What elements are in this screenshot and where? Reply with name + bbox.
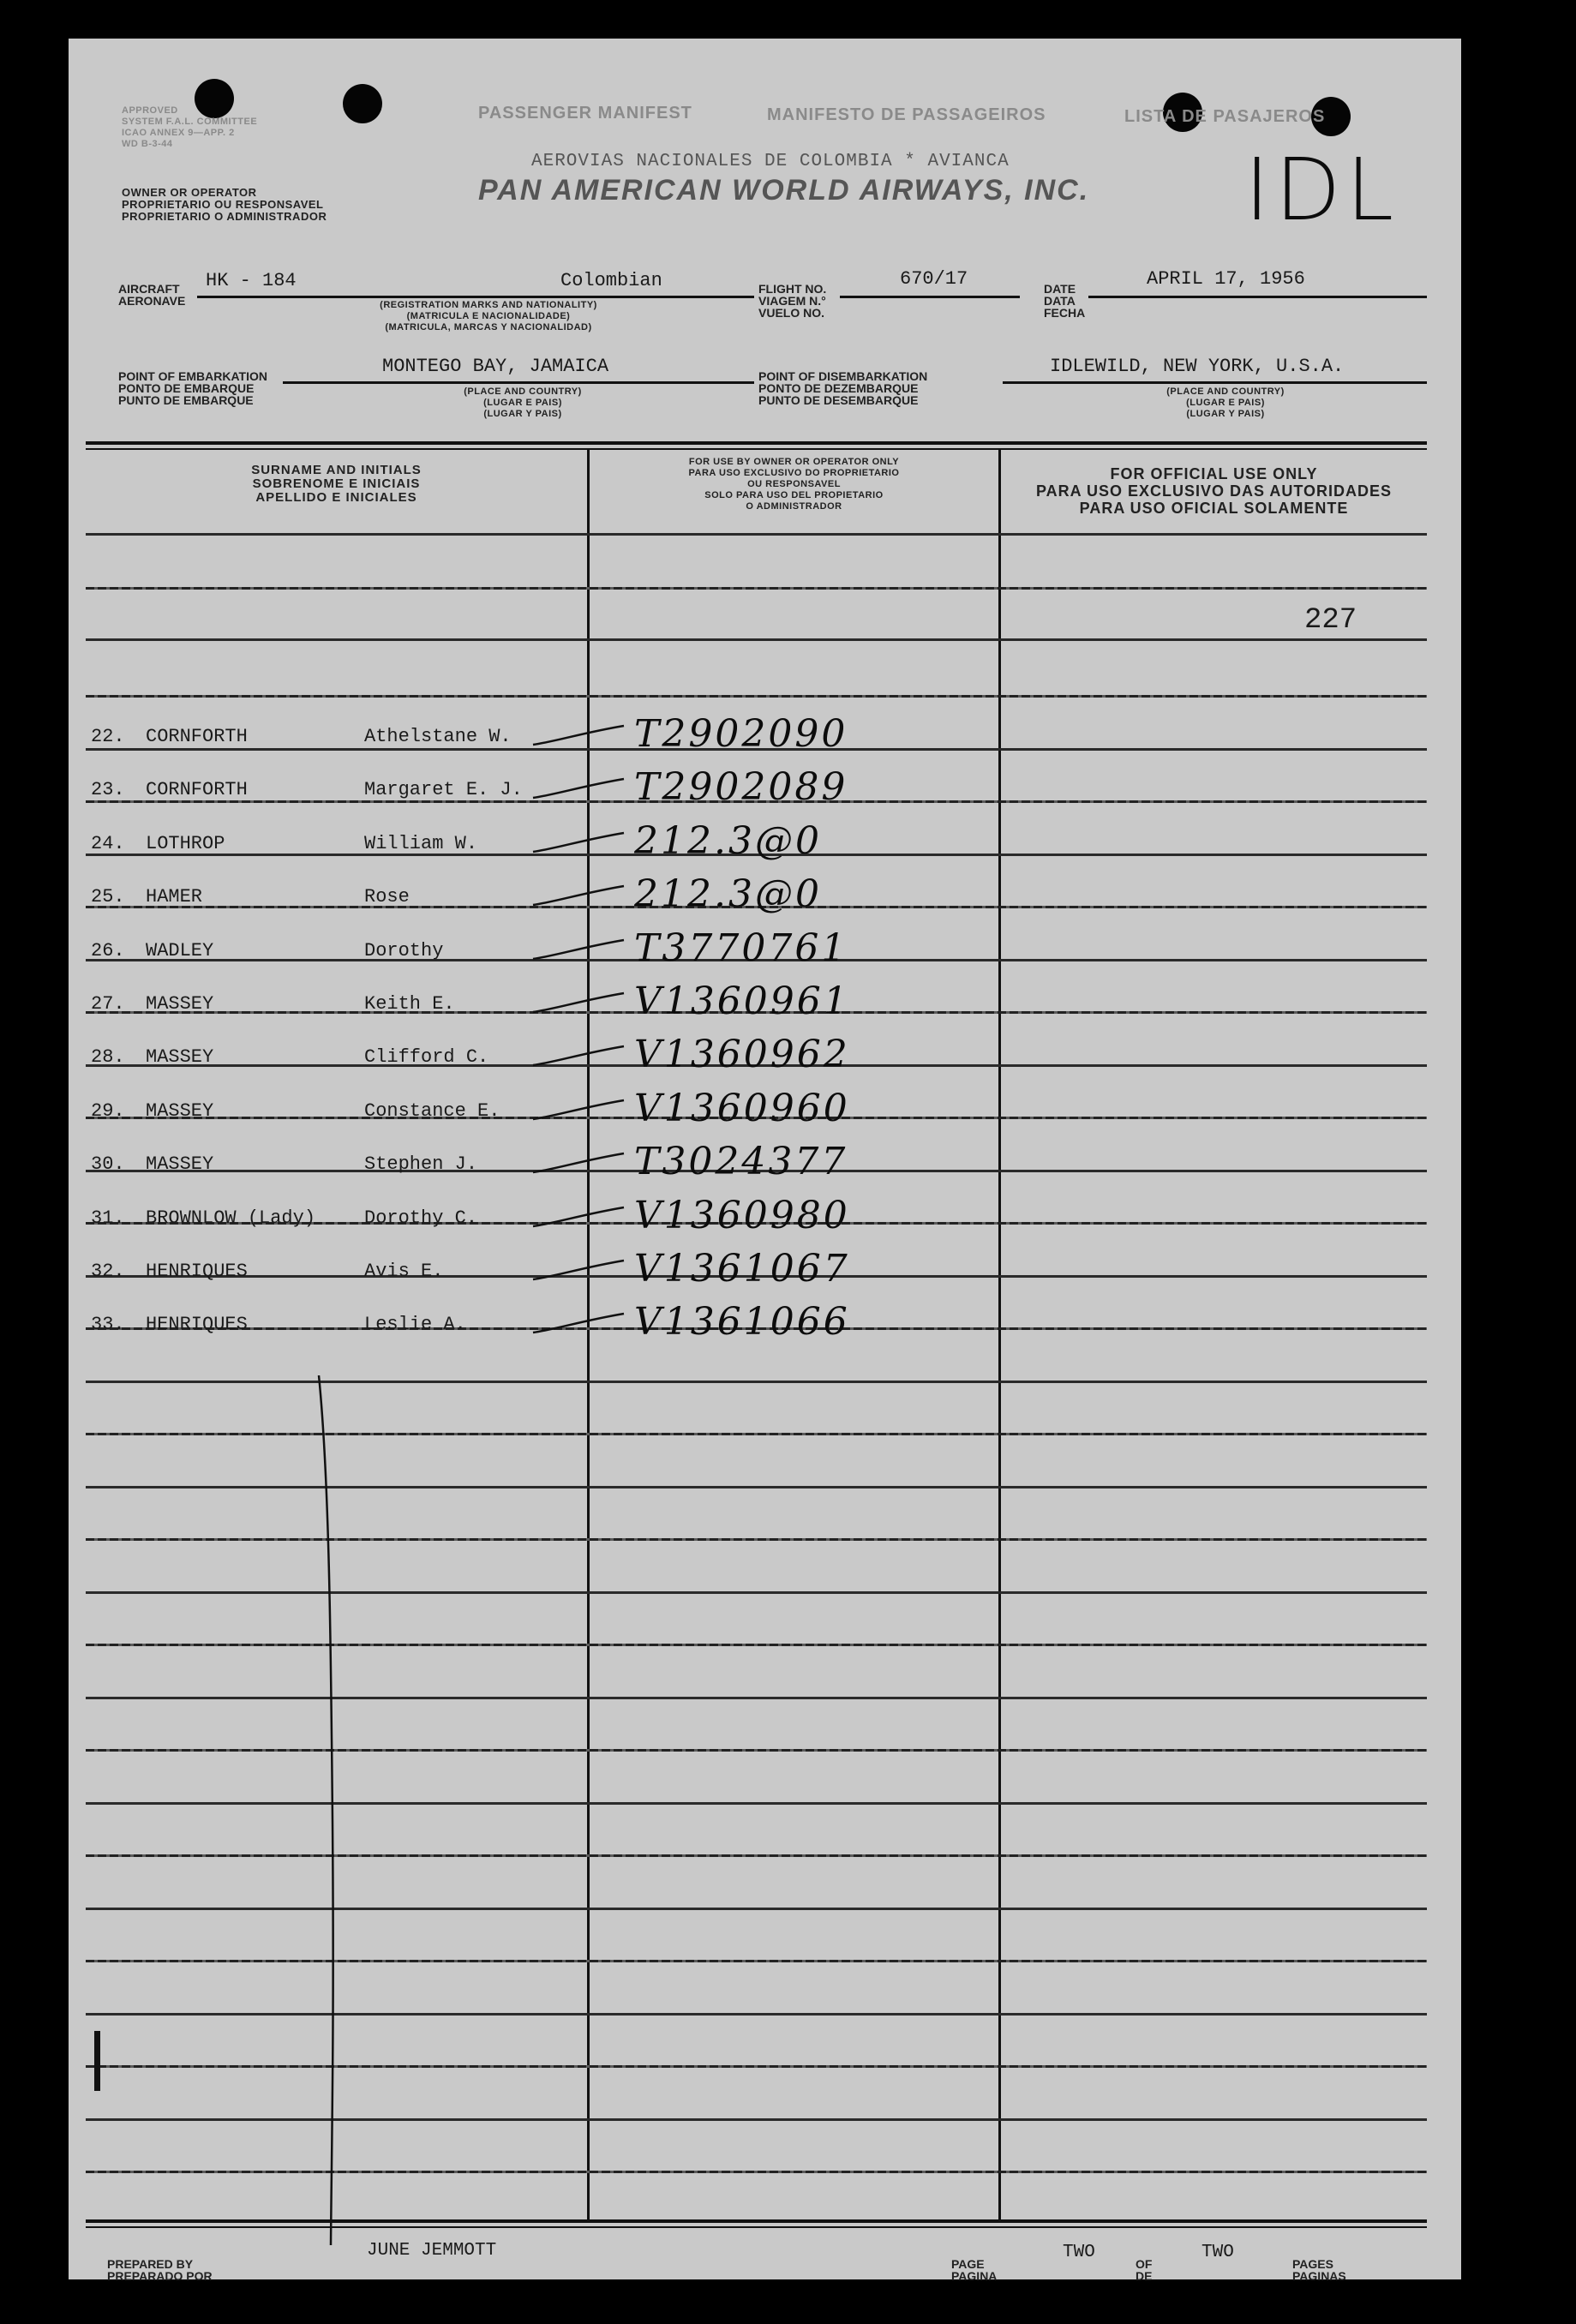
passenger-given-names: Keith E. xyxy=(364,993,455,1015)
margin-mark xyxy=(94,2031,100,2091)
row-rule xyxy=(86,1381,1427,1383)
approval-line: SYSTEM F.A.L. COMMITTEE xyxy=(122,117,258,127)
passenger-code: T2902089 xyxy=(634,765,848,809)
row-rule xyxy=(86,2013,1427,2016)
of-label-line: DE xyxy=(1136,2269,1153,2283)
date-label-line: DATA xyxy=(1044,294,1076,308)
disembarkation-sublabel-line: (PLACE AND COUNTRY) xyxy=(1166,386,1285,397)
passenger-surname: WADLEY xyxy=(146,940,214,961)
passenger-number: 32. xyxy=(91,1261,125,1282)
passenger-surname: MASSEY xyxy=(146,993,214,1015)
approval-line: APPROVED xyxy=(122,105,178,116)
prepared-label-line: PREPARED BY xyxy=(107,2257,194,2271)
passenger-given-names: Margaret E. J. xyxy=(364,779,523,800)
embarkation-sublabel xyxy=(446,386,600,420)
disembarkation-label-line: PUNTO DE DESEMBARQUE xyxy=(758,393,919,407)
disembarkation-sublabel-line: (LUGAR E PAIS) xyxy=(1186,398,1265,408)
passenger-surname: MASSEY xyxy=(146,1100,214,1122)
passenger-number: 33. xyxy=(91,1314,125,1335)
aircraft-label-line: AERONAVE xyxy=(118,294,186,308)
passenger-given-names: Rose xyxy=(364,886,410,907)
col-header-line: FOR OFFICIAL USE ONLY xyxy=(1110,465,1318,482)
page-label-line: PAGINA xyxy=(951,2269,998,2283)
pen-check-stroke xyxy=(531,881,626,915)
date-label-line: FECHA xyxy=(1044,306,1086,320)
embarkation-label-line: POINT OF EMBARKATION xyxy=(118,369,267,383)
passenger-code: V1360962 xyxy=(634,1033,850,1076)
approval-block xyxy=(122,105,345,150)
flight-label-line: VUELO NO. xyxy=(758,306,825,320)
passenger-given-names: Stephen J. xyxy=(364,1153,478,1175)
owner-label xyxy=(122,187,362,223)
of-label xyxy=(1136,2258,1152,2282)
flight-label-line: FLIGHT NO. xyxy=(758,282,827,296)
flight-label xyxy=(758,283,826,319)
embarkation-label xyxy=(118,370,267,406)
title-es: LISTA DE PASAJEROS xyxy=(1124,107,1326,126)
pen-check-stroke xyxy=(531,1148,626,1183)
aircraft-sublabel-line: (MATRICULA E NACIONALIDADE) xyxy=(406,311,571,321)
handwritten-code: IDL xyxy=(1244,140,1399,240)
passenger-number: 30. xyxy=(91,1153,125,1175)
row-rule xyxy=(86,1749,1427,1752)
pages-label xyxy=(1292,2258,1346,2282)
passenger-number: 25. xyxy=(91,886,125,907)
pen-check-stroke xyxy=(531,721,626,755)
passenger-code: 212.3@0 xyxy=(634,872,822,916)
col-header-line: SURNAME AND INITIALS xyxy=(251,463,422,477)
disembarkation-sublabel-line: (LUGAR Y PAIS) xyxy=(1186,409,1265,419)
passenger-number: 28. xyxy=(91,1046,125,1068)
aircraft-label-line: AIRCRAFT xyxy=(118,282,180,296)
pages-label-line: PAGINAS xyxy=(1292,2269,1346,2283)
passenger-given-names: Dorothy xyxy=(364,940,444,961)
passenger-surname: MASSEY xyxy=(146,1046,214,1068)
passenger-number: 27. xyxy=(91,993,125,1015)
row-rule xyxy=(86,2171,1427,2173)
embarkation-sublabel-line: (LUGAR E PAIS) xyxy=(483,398,562,408)
passenger-surname: HENRIQUES xyxy=(146,1314,248,1335)
aircraft-nationality: Colombian xyxy=(560,270,662,291)
row-rule xyxy=(86,2118,1427,2121)
table-row xyxy=(69,1141,1427,1184)
passenger-surname: MASSEY xyxy=(146,1153,214,1175)
approval-line: ICAO ANNEX 9—APP. 2 xyxy=(122,128,235,138)
disembarkation-sublabel xyxy=(1140,386,1311,420)
row-rule xyxy=(86,533,1427,536)
table-row xyxy=(69,874,1427,917)
passenger-surname: CORNFORTH xyxy=(146,726,248,747)
manifest-page xyxy=(69,39,1461,2283)
flight-number: 670/17 xyxy=(900,268,968,290)
col-header-line: SOLO PARA USO DEL PROPIETARIO xyxy=(704,490,884,500)
owner-label-line: OWNER OR OPERATOR xyxy=(122,186,257,199)
embarkation-sublabel-line: (LUGAR Y PAIS) xyxy=(483,409,562,419)
page-label-line: PAGE xyxy=(951,2257,985,2271)
prepared-label-line: PREPARADO POR xyxy=(107,2269,213,2283)
row-rule xyxy=(86,1908,1427,1910)
disembarkation-value: IDLEWILD, NEW YORK, U.S.A. xyxy=(1050,356,1345,377)
col-header-line: SOBRENOME E INICIAIS xyxy=(252,476,421,491)
row-rule xyxy=(86,638,1427,641)
table-row xyxy=(69,1249,1427,1291)
embarkation-value: MONTEGO BAY, JAMAICA xyxy=(382,356,609,377)
passenger-number: 23. xyxy=(91,779,125,800)
passenger-surname: BROWNLOW (Lady) xyxy=(146,1207,316,1229)
pen-check-stroke xyxy=(531,1041,626,1075)
passenger-surname: LOTHROP xyxy=(146,833,225,854)
row-rule xyxy=(86,1591,1427,1594)
aircraft-sublabel xyxy=(309,300,668,333)
embarkation-sublabel-line: (PLACE AND COUNTRY) xyxy=(464,386,582,397)
disembarkation-label-line: POINT OF DISEMBARKATION xyxy=(758,369,928,383)
passenger-code: T2902090 xyxy=(634,712,848,756)
date-label-line: DATE xyxy=(1044,282,1076,296)
pen-check-stroke xyxy=(531,1255,626,1290)
table-row xyxy=(69,821,1427,864)
aircraft-sublabel-line: (MATRICULA, MARCAS Y NACIONALIDAD) xyxy=(385,322,592,332)
passenger-given-names: Dorothy C. xyxy=(364,1207,478,1229)
passenger-number: 22. xyxy=(91,726,125,747)
row-rule xyxy=(86,1644,1427,1646)
table-row xyxy=(69,1088,1427,1131)
punch-hole xyxy=(343,84,382,123)
embarkation-label-line: PONTO DE EMBARQUE xyxy=(118,381,255,395)
col-header-line: O ADMINISTRADOR xyxy=(746,501,842,512)
passenger-number: 24. xyxy=(91,833,125,854)
col-header-line: PARA USO OFICIAL SOLAMENTE xyxy=(1079,500,1349,517)
passenger-code: V1361067 xyxy=(634,1247,850,1291)
col-header-names xyxy=(86,464,587,505)
aircraft-sublabel-line: (REGISTRATION MARKS AND NATIONALITY) xyxy=(380,300,597,310)
passenger-surname: HENRIQUES xyxy=(146,1261,248,1282)
passenger-given-names: William W. xyxy=(364,833,478,854)
row-rule xyxy=(86,2065,1427,2068)
table-row xyxy=(69,714,1427,757)
page-number-mark: 227 xyxy=(1304,604,1357,637)
table-row xyxy=(69,1302,1427,1345)
pages-label-line: PAGES xyxy=(1292,2257,1333,2271)
passenger-number: 31. xyxy=(91,1207,125,1229)
date-label xyxy=(1044,283,1085,319)
owner-printed: PAN AMERICAN WORLD AIRWAYS, INC. xyxy=(478,174,1090,207)
disembarkation-label-line: PONTO DE DEZEMBARQUE xyxy=(758,381,919,395)
row-rule xyxy=(86,1538,1427,1541)
passenger-code: T3770761 xyxy=(634,926,848,970)
aircraft-label xyxy=(118,283,185,307)
pen-check-stroke xyxy=(531,774,626,808)
table-row xyxy=(69,767,1427,810)
passenger-code: V1360961 xyxy=(634,979,850,1023)
passenger-code: 212.3@0 xyxy=(634,819,822,863)
row-rule xyxy=(86,1486,1427,1488)
passenger-number: 29. xyxy=(91,1100,125,1122)
col-header-line: OU RESPONSAVEL xyxy=(747,479,841,489)
margin-pen-stroke xyxy=(317,1375,343,2249)
table-row xyxy=(69,981,1427,1024)
title-pt: MANIFESTO DE PASSAGEIROS xyxy=(767,105,1046,124)
col-header-line: PARA USO EXCLUSIVO DAS AUTORIDADES xyxy=(1035,482,1393,500)
of-value: TWO xyxy=(1201,2243,1234,2262)
passenger-surname: HAMER xyxy=(146,886,203,907)
passenger-given-names: Avis E. xyxy=(364,1261,444,1282)
table-row xyxy=(69,1195,1427,1238)
passenger-given-names: Constance E. xyxy=(364,1100,500,1122)
table-row xyxy=(69,1034,1427,1077)
pen-check-stroke xyxy=(531,988,626,1022)
page-value: TWO xyxy=(1063,2243,1095,2262)
col-header-operator xyxy=(590,457,998,512)
owner-typed: AEROVIAS NACIONALES DE COLOMBIA * AVIANCA xyxy=(531,152,1010,171)
passenger-code: T3024377 xyxy=(634,1140,848,1183)
passenger-surname: CORNFORTH xyxy=(146,779,248,800)
passenger-code: V1360960 xyxy=(634,1087,850,1130)
prepared-label xyxy=(107,2258,213,2282)
owner-label-line: PROPRIETARIO OU RESPONSAVEL xyxy=(122,198,324,211)
row-rule xyxy=(86,1960,1427,1962)
row-rule xyxy=(86,1433,1427,1435)
disembarkation-label xyxy=(758,370,927,406)
of-label-line: OF xyxy=(1136,2257,1153,2271)
row-rule xyxy=(86,587,1427,590)
aircraft-registration: HK - 184 xyxy=(206,270,297,291)
pen-check-stroke xyxy=(531,1309,626,1343)
table-top-rule xyxy=(86,441,1427,445)
passenger-number: 26. xyxy=(91,940,125,961)
pen-check-stroke xyxy=(531,1095,626,1129)
table-row xyxy=(69,928,1427,971)
pen-check-stroke xyxy=(531,828,626,862)
passenger-given-names: Leslie A. xyxy=(364,1314,466,1335)
pen-check-stroke xyxy=(531,935,626,969)
col-header-line: FOR USE BY OWNER OR OPERATOR ONLY xyxy=(688,457,900,467)
page-label xyxy=(951,2258,997,2282)
row-rule xyxy=(86,1697,1427,1699)
table-bottom-rule xyxy=(86,2219,1427,2223)
passenger-code: V1360980 xyxy=(634,1194,850,1237)
approval-line: WD B-3-44 xyxy=(122,139,173,149)
row-rule xyxy=(86,695,1427,698)
passenger-code: V1361066 xyxy=(634,1300,850,1344)
col-header-official xyxy=(1001,465,1427,517)
passenger-given-names: Clifford C. xyxy=(364,1046,489,1068)
col-header-line: APELLIDO E INICIALES xyxy=(255,490,417,505)
passenger-given-names: Athelstane W. xyxy=(364,726,512,747)
col-header-line: PARA USO EXCLUSIVO DO PROPRIETARIO xyxy=(688,468,900,478)
row-rule xyxy=(86,1802,1427,1805)
embarkation-label-line: PUNTO DE EMBARQUE xyxy=(118,393,254,407)
title-en: PASSENGER MANIFEST xyxy=(478,104,692,123)
row-rule xyxy=(86,1854,1427,1857)
date-value: APRIL 17, 1956 xyxy=(1147,268,1305,290)
flight-label-line: VIAGEM N.° xyxy=(758,294,826,308)
owner-label-line: PROPRIETARIO O ADMINISTRADOR xyxy=(122,210,327,223)
pen-check-stroke xyxy=(531,1202,626,1237)
prepared-by-value: JUNE JEMMOTT xyxy=(367,2241,497,2261)
